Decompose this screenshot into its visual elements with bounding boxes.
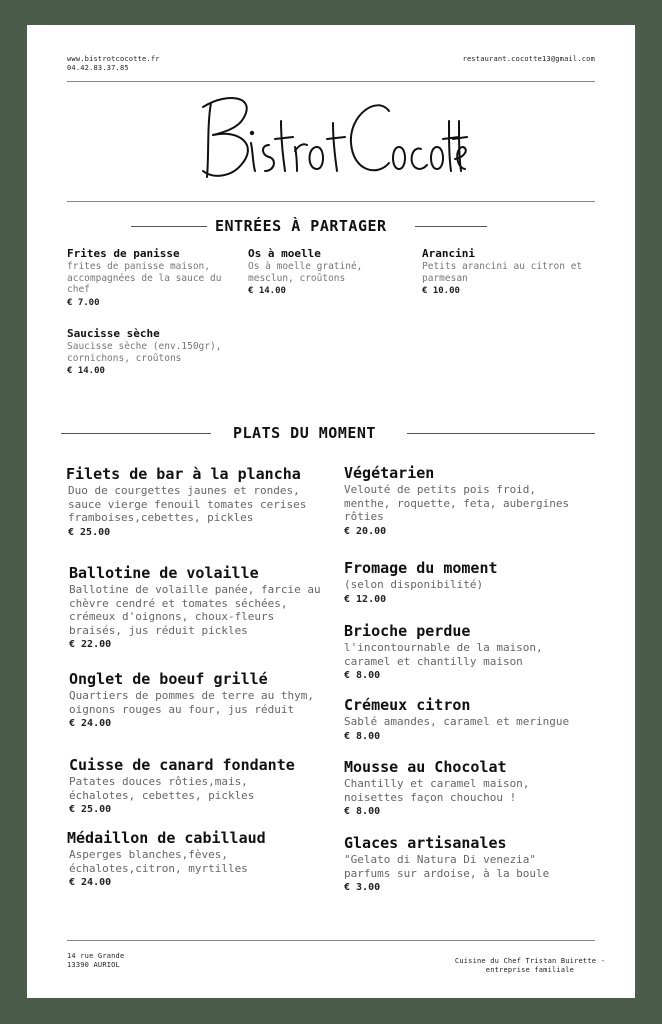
plat-item: [69, 564, 327, 651]
item-name: Filets de bar à la plancha: [66, 465, 301, 483]
plats-title-line-left: [61, 433, 211, 434]
item-description: Velouté de petits pois froid, menthe, roquette, feta, aubergines rôties: [344, 483, 570, 523]
logo-divider: [67, 201, 595, 202]
item-description: Chantilly et caramel maison, noisettes façon chouchou !: [344, 777, 530, 804]
item-description: Quartiers de pommes de terre au thym, oignons rouges au four, jus réduit: [69, 689, 315, 716]
item-price: € 3.00: [344, 882, 381, 893]
header-divider: [67, 81, 595, 82]
address-street: 14 rue Grande: [67, 952, 125, 960]
item-description: Ballotine de volaille panée, farcie au chèvre cendré et tomates séchées, crémeux d'oignons, choux-fleurs braisés, jus réduit pickles: [69, 583, 321, 637]
item-name: Végétarien: [344, 464, 435, 482]
item-description: Duo de courgettes jaunes et rondes, sauce vierge fenouil tomates cerises framboises,cebettes, pickles: [68, 484, 307, 524]
plat-item: [344, 559, 589, 606]
footer-address: [67, 952, 124, 970]
entree-item: [248, 247, 398, 297]
phone-number: 04.42.83.37.85: [67, 64, 129, 72]
item-price: € 7.00: [67, 297, 100, 308]
item-name: Mousse au Chocolat: [344, 758, 507, 776]
footer-chef: [455, 957, 605, 975]
plat-item: [344, 622, 589, 682]
item-name: Onglet de boeuf grillé: [69, 670, 268, 688]
entree-item: [67, 247, 227, 309]
item-description: Sablé amandes, caramel et meringue: [344, 715, 570, 728]
item-name: Arancini: [422, 247, 475, 260]
entree-item: [67, 327, 237, 377]
item-name: Crémeux citron: [344, 696, 471, 714]
item-price: € 8.00: [344, 670, 381, 681]
item-price: € 12.00: [344, 593, 387, 605]
item-price: € 24.00: [69, 877, 112, 888]
plat-item: [66, 465, 326, 539]
item-price: € 8.00: [344, 806, 381, 817]
plat-item: [67, 829, 317, 889]
entrees-title-line-right: [415, 226, 487, 227]
plats-title-line-right: [407, 433, 595, 434]
item-price: € 10.00: [422, 286, 460, 296]
item-description: Asperges blanches,fèves, échalotes,citron, myrtilles: [69, 848, 248, 875]
item-price: € 25.00: [68, 526, 111, 538]
plat-item: [344, 758, 589, 818]
item-price: € 20.00: [344, 525, 387, 537]
bistrot-cocotte-logo: [199, 85, 469, 185]
item-price: € 24.00: [69, 718, 112, 729]
plat-item: [69, 670, 319, 730]
item-description: l'incontournable de la maison, caramel et chantilly maison: [344, 641, 543, 668]
entrees-title-line-left: [131, 226, 207, 227]
plat-item: [344, 696, 589, 743]
item-description: (selon disponibilité): [344, 578, 484, 591]
item-name: Saucisse sèche: [67, 327, 160, 340]
item-description: "Gelato di Natura Di venezia" parfums sur ardoise, à la boule: [344, 853, 550, 880]
item-price: € 14.00: [67, 366, 105, 376]
item-name: Os à moelle: [248, 247, 321, 260]
chef-credit: Cuisine du Chef Tristan Buirette -: [454, 957, 605, 965]
item-description: frites de panisse maison, accompagnées de la sauce du chef: [67, 261, 222, 295]
address-city: 13390 AURIOL: [67, 961, 120, 969]
item-description: Os à moelle gratiné, mesclun, croûtons: [248, 261, 363, 284]
item-price: € 22.00: [69, 639, 112, 650]
item-name: Cuisse de canard fondante: [69, 756, 295, 774]
menu-page: [27, 25, 635, 998]
item-name: Médaillon de cabillaud: [67, 829, 266, 847]
website-link[interactable]: www.bistrotcocotte.fr: [67, 55, 160, 63]
plat-item: [69, 756, 319, 816]
plats-title: PLATS DU MOMENT: [233, 424, 376, 442]
item-price: € 8.00: [344, 730, 381, 742]
email-link[interactable]: restaurant.cocotte13@gmail.com: [462, 55, 595, 63]
item-description: Patates douces rôties,mais, échalotes, cebettes, pickles: [69, 775, 255, 802]
header-contact: [67, 55, 160, 73]
entrees-title: ENTRÉES À PARTAGER: [215, 217, 387, 235]
family-business: entreprise familiale: [485, 966, 575, 974]
item-name: Frites de panisse: [67, 247, 180, 260]
entree-item: [422, 247, 587, 297]
item-name: Ballotine de volaille: [69, 564, 259, 582]
item-description: Saucisse sèche (env.150gr), cornichons, croûtons: [67, 341, 222, 364]
footer-divider: [67, 940, 595, 941]
plat-item: [344, 834, 589, 894]
item-name: Glaces artisanales: [344, 834, 507, 852]
item-description: Petits arancini au citron et parmesan: [422, 261, 583, 284]
item-price: € 14.00: [248, 286, 286, 296]
item-name: Brioche perdue: [344, 622, 471, 640]
item-name: Fromage du moment: [344, 559, 498, 577]
item-price: € 25.00: [69, 804, 112, 815]
plat-item: [344, 464, 589, 538]
